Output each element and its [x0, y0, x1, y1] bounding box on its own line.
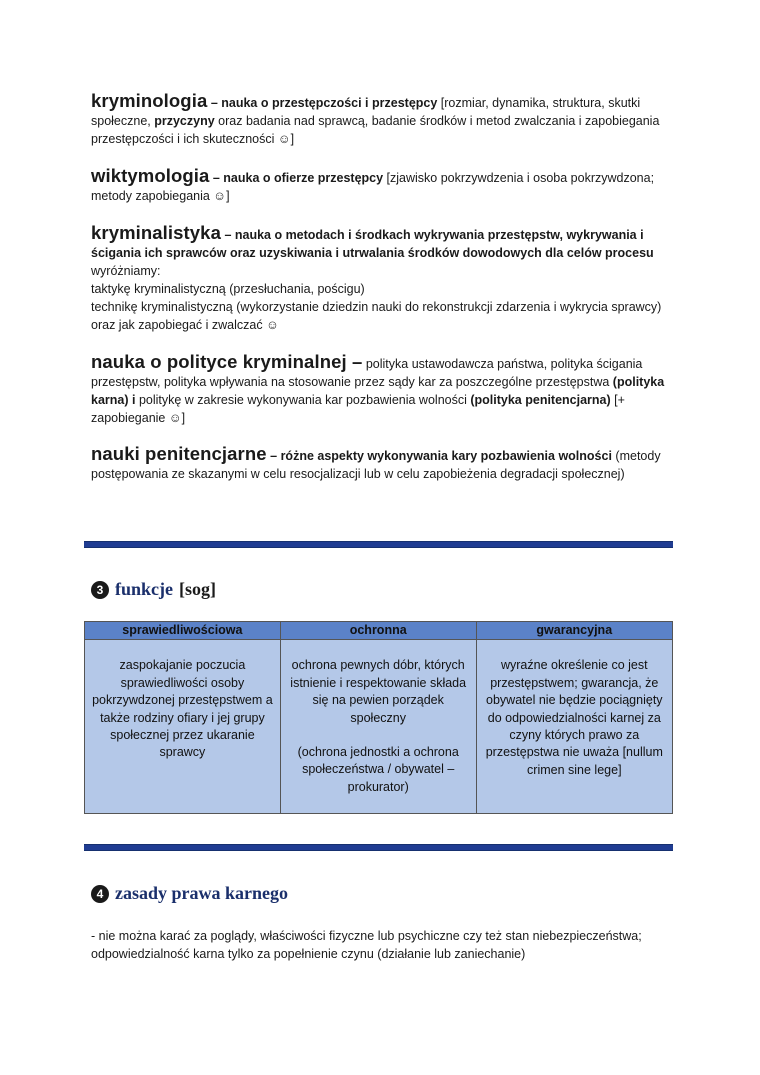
term-summary: – różne aspekty wykonywania kary pozbawienia wolności — [270, 449, 612, 463]
term-title: wiktymologia — [91, 165, 210, 186]
table-cell — [280, 640, 476, 814]
cell-spacer — [285, 727, 472, 744]
term-text: (metody postępowania ze skazanymi w celu resocjalizacji lub w celu zapobieżenia degradacji społecznej) — [91, 449, 661, 481]
cell-text-2: (ochrona jednostki a ochrona społeczeństwa / obywatel – prokurator) — [297, 745, 459, 794]
section-mnemonic: [sog] — [179, 579, 216, 599]
section-number-badge: 4 — [91, 885, 109, 903]
definition-line: wyróżniamy: — [91, 264, 161, 278]
term-summary: – nauka o ofierze przestępcy — [212, 171, 384, 185]
cell-text: wyraźne określenie co jest przestępstwem; gwarancja, że obywatel nie będzie pociągnięty do odpowiedzialności karnej za czyny których prawo za przestępstwa nie uważa [nullum crimen sine lege] — [485, 658, 663, 777]
term-emphasis-2: (polityka penitencjarna) — [470, 393, 611, 407]
table-row — [85, 640, 673, 814]
section-heading-zasady — [91, 883, 288, 904]
section-title: zasady prawa karnego — [115, 883, 289, 903]
table-header-cell: sprawiedliwościowa — [85, 622, 281, 640]
term-text-3: [+ zapobieganie ☺] — [91, 393, 625, 425]
term-summary: – nauka o przestępczości i przestępcy — [210, 96, 438, 110]
table-header-cell: ochronna — [280, 622, 476, 640]
term-title: nauki penitencjarne — [91, 443, 267, 464]
section-number-badge: 3 — [91, 581, 109, 599]
term-text-2: oraz badania nad sprawcą, badanie środków i metod zwalczania i zapobiegania przestępczości i ich skuteczności ☺] — [91, 114, 660, 146]
section-divider — [84, 541, 673, 548]
definition-nauki-penitencjarne — [91, 445, 676, 483]
table-cell — [85, 640, 281, 814]
definition-paragraph — [91, 445, 676, 483]
definition-line: technikę kryminalistyczną (wykorzystanie dziedzin nauki do rekonstrukcji zdarzenia i wykrycia sprawcy) — [91, 300, 662, 314]
term-emphasis: (polityka karna) i — [91, 375, 665, 407]
section4-body — [91, 927, 671, 963]
principle-text: - nie można karać za poglądy, właściwości fizyczne lub psychiczne czy też stan niebezpieczeństwa; odpowiedzialność karna tylko za popełnienie czynu (działanie lub zaniechanie) — [91, 929, 642, 961]
definition-kryminalistyka — [91, 224, 676, 334]
definition-line: oraz jak zapobiegać i zwalczać ☺ — [91, 318, 279, 332]
definition-paragraph — [91, 353, 676, 427]
definition-polityka-kryminalna — [91, 353, 676, 427]
cell-text: ochrona pewnych dóbr, których istnienie i respektowanie składa się na pewien porządek społeczny — [290, 658, 467, 725]
section-heading-funkcje — [91, 579, 216, 600]
section-title: funkcje — [115, 579, 173, 599]
term-summary: – nauka o metodach i środkach wykrywania przestępstw, wykrywania i ścigania ich sprawców oraz uzyskiwania i utrwalania środków dowodowych dla celów procesu — [91, 228, 654, 260]
term-title: kryminalistyka — [91, 222, 221, 243]
definition-paragraph — [91, 167, 676, 205]
term-emphasis: przyczyny — [154, 114, 215, 128]
term-text: polityka ustawodawcza państwa, polityka ścigania przestępstw, polityka wpływania na stosowanie przez sądy kar za poszczególne przestępstwa — [91, 357, 643, 389]
definition-line: taktykę kryminalistyczną (przesłuchania, pościgu) — [91, 282, 365, 296]
term-title: kryminologia — [91, 90, 208, 111]
table-header-row — [85, 622, 673, 640]
cell-text: zaspokajanie poczucia sprawiedliwości osoby pokrzywdzonej przestępstwem a także rodziny ofiary i jej grupy społecznej przez ukaranie sprawcy — [92, 658, 273, 760]
definitions-block — [91, 92, 676, 483]
term-text: [rozmiar, dynamika, struktura, skutki społeczne, — [91, 96, 641, 128]
section-divider — [84, 844, 673, 851]
definition-paragraph — [91, 224, 676, 262]
functions-table — [84, 621, 673, 814]
definition-paragraph — [91, 92, 676, 148]
term-text-2: politykę w zakresie wykonywania kar pozbawienia wolności — [135, 393, 471, 407]
term-title: nauka o polityce kryminalnej – — [91, 351, 363, 372]
table-cell — [476, 640, 672, 814]
term-text: [zjawisko pokrzywdzenia i osoba pokrzywdzona; metody zapobiegania ☺] — [91, 171, 655, 203]
table-header-cell: gwarancyjna — [476, 622, 672, 640]
definition-kryminologia — [91, 92, 676, 148]
definition-wiktymologia — [91, 167, 676, 205]
